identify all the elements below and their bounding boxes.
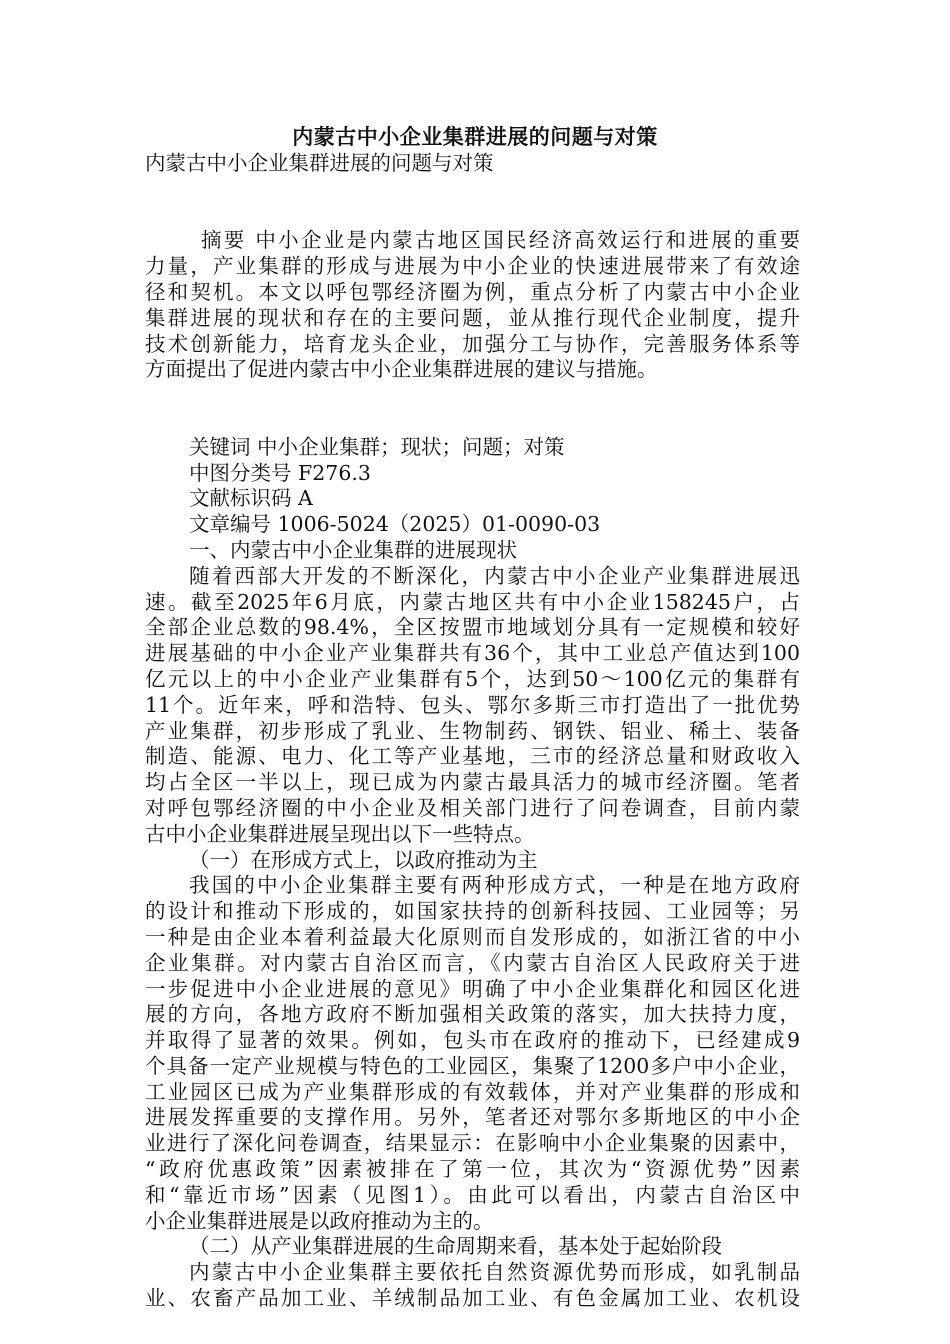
paragraph-line: 进展发挥重要的支撑作用。另外，笔者还对鄂尔多斯地区的中小企 [145, 1105, 800, 1130]
abstract-line: 径和契机。本文以呼包鄂经济圈为例，重点分析了内蒙古中小企业 [145, 279, 800, 304]
blank-line [145, 203, 800, 229]
paragraph-line: 制造、能源、电力、化工等产业基地，三市的经济总量和财政收入 [145, 744, 800, 769]
paragraph-3 [145, 1260, 800, 1312]
keywords-line: 关键词 中小企业集群；现状；问题；对策 [189, 434, 565, 459]
classification-line: 中图分类号 F276.3 [189, 460, 371, 485]
paragraph-line: 和“靠近市场”因素（见图1）。由此可以看出，内蒙古自治区中 [145, 1182, 800, 1207]
abstract-line: 集群进展的现状和存在的主要问题，並从推行现代企业制度，提升 [145, 305, 800, 330]
paragraph-line: 业、农畜产品加工业、羊绒制品加工业、有色金属加工业、农机设 [145, 1286, 800, 1311]
paragraph-line: 全部企业总数的98.4%，全区按盟市地域划分具有一定规模和较好 [145, 615, 800, 640]
paragraph-line: 个具备一定产业规模与特色的工业园区，集聚了1200多户中小企业， [145, 1053, 800, 1078]
paragraph-line: 企业集群。对内蒙古自治区而言，《内蒙古自治区人民政府关于进 [145, 950, 800, 975]
abstract-line: 力量，产业集群的形成与进展为中小企业的快速进展带来了有效途 [145, 254, 800, 279]
paragraph-line: 随着西部大开发的不断深化，内蒙古中小企业产业集群进展迅 [189, 563, 800, 588]
paragraph-line: 古中小企业集群进展呈现出以下一些特点。 [145, 821, 535, 846]
abstract [145, 228, 800, 383]
paragraph-line: 一种是由企业本着利益最大化原则而自发形成的，如浙江省的中小 [145, 924, 800, 949]
paragraph-line: 11个。近年来，呼和浩特、包头、鄂尔多斯三市打造出了一批优势 [145, 692, 800, 717]
paragraph-line: 亿元以上的中小企业产业集群有5个，达到50～100亿元的集群有 [145, 666, 800, 691]
paragraph-line: 业进行了深化问卷调查，结果显示：在影响中小企业集聚的因素中， [145, 1131, 800, 1156]
blank-line [145, 409, 800, 435]
paragraph-line: 速。截至2025年6月底，内蒙古地区共有中小企业158245户，占 [145, 589, 800, 614]
subsection-heading: （二）从产业集群进展的生命周期来看，基本处于起始阶段 [189, 1234, 722, 1259]
paragraph-1 [145, 564, 800, 848]
paragraph-line: 并取得了显著的效果。例如，包头市在政府的推动下，已经建成9 [145, 1028, 800, 1053]
paragraph-line: 工业园区已成为产业集群形成的有效载体，并对产业集群的形成和 [145, 1079, 800, 1104]
abstract-line: 摘要 中小企业是内蒙古地区国民经济高效运行和进展的重要 [201, 228, 800, 253]
paragraph-line: 内蒙古中小企业集群主要依托自然资源优势而形成，如乳制品 [189, 1260, 800, 1285]
paragraph-line: 产业集群，初步形成了乳业、生物制药、钢铁、铝业、稀土、装备 [145, 718, 800, 743]
document-subtitle: 内蒙古中小企业集群进展的问题与对策 [145, 151, 494, 175]
blank-line [145, 383, 800, 409]
paragraph-line: 的设计和推动下形成的，如国家扶持的创新科技园、工业园等；另 [145, 899, 800, 924]
paragraph-line: 对呼包鄂经济圈的中小企业及相关部门进行了问卷调查，目前内蒙 [145, 795, 800, 820]
paragraph-2 [145, 873, 800, 1234]
paragraph-line: 展的方向，各地方政府不断加强相关政策的落实，加大扶持力度， [145, 1002, 800, 1027]
document-body [145, 151, 800, 1312]
abstract-line: 技术创新能力，培育龙头企业，加强分工与协作，完善服务体系等 [145, 331, 800, 356]
subsection-heading: （一）在形成方式上，以政府推动为主 [189, 847, 538, 872]
paragraph-line: 我国的中小企业集群主要有两种形成方式，一种是在地方政府 [189, 873, 800, 898]
article-number-line: 文章编号 1006-5024（2025）01-0090-03 [189, 512, 601, 537]
blank-line [145, 177, 800, 203]
paragraph-line: 均占全区一半以上，现已成为内蒙古最具活力的城市经济圈。笔者 [145, 770, 800, 795]
paragraph-line: “政府优惠政策”因素被排在了第一位，其次为“资源优势”因素 [145, 1157, 800, 1182]
paragraph-line: 一步促进中小企业进展的意见》明确了中小企业集群化和园区化进 [145, 976, 800, 1001]
article-meta [145, 435, 800, 564]
abstract-line: 方面提出了促进内蒙古中小企业集群进展的建议与措施。 [145, 357, 658, 382]
document-code-line: 文献标识码 A [189, 486, 313, 511]
document-title: 内蒙古中小企业集群进展的问题与对策 [292, 124, 658, 149]
paragraph-line: 进展基础的中小企业产业集群共有36个，其中工业总产值达到100 [145, 641, 800, 666]
section-heading: 一、内蒙古中小企业集群的进展现状 [189, 537, 517, 562]
paragraph-line: 小企业集群进展是以政府推动为主的。 [145, 1208, 494, 1233]
